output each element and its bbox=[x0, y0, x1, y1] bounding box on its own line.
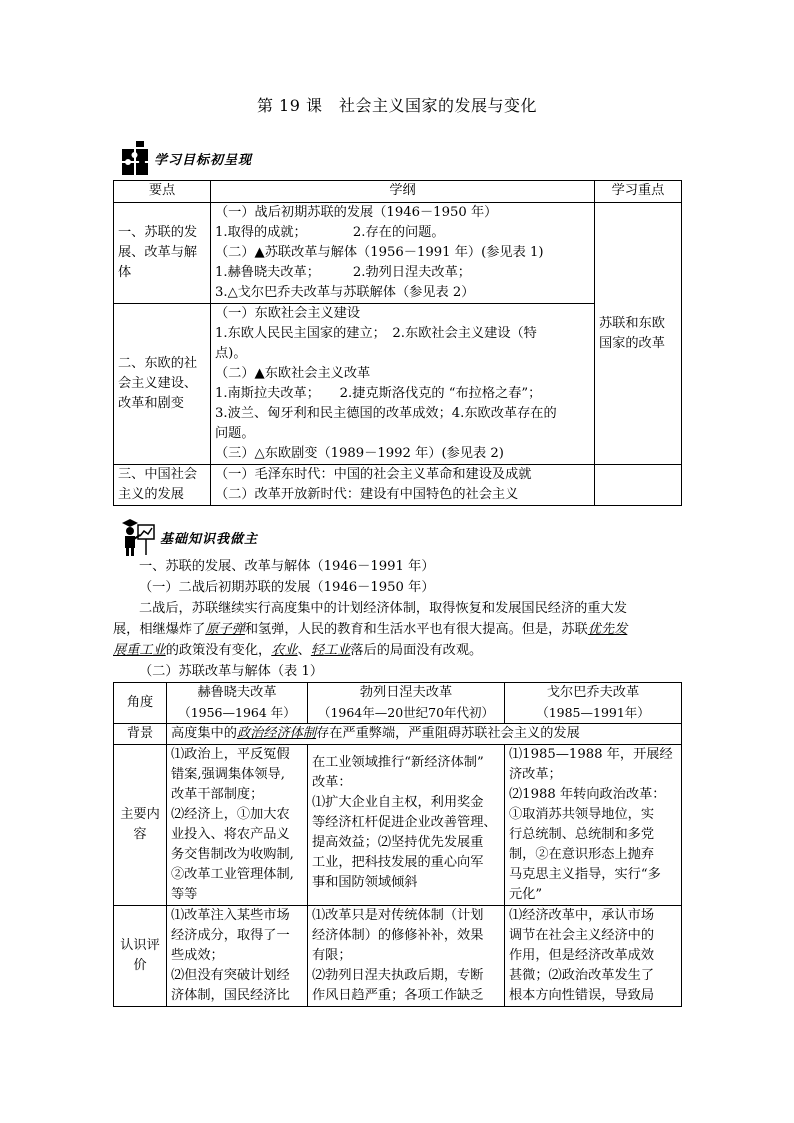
cell-line: 经济成分，取得了一 bbox=[171, 928, 290, 943]
cell-line: ⑴改革只是对传统体制（计划 bbox=[312, 908, 484, 923]
goals-table bbox=[113, 180, 682, 506]
table-header-row bbox=[114, 683, 682, 724]
outline-line: 1.取得的成就； 2.存在的问题。 bbox=[215, 225, 445, 240]
point-cell: 一、苏联的发展、改革与解体 bbox=[114, 203, 211, 304]
body-text bbox=[113, 556, 682, 682]
cell-line: 改革干部制度； bbox=[171, 787, 264, 802]
paragraph-text: 展，相继爆炸了 bbox=[113, 622, 206, 637]
col-name: 勃列日涅夫改革 bbox=[359, 685, 453, 700]
col-years: （1964年—20世纪70年代初） bbox=[317, 705, 495, 720]
cell-text: 高度集中的 bbox=[171, 726, 237, 741]
focus-cell: 苏联和东欧国家的改革 bbox=[595, 203, 682, 465]
outline-line: （二）▲东欧社会主义改革 bbox=[215, 366, 371, 381]
underlined-term: 原子弹 bbox=[205, 622, 245, 637]
angle-header: 角度 bbox=[114, 683, 167, 724]
cell-line: 错案,强调集体领导, bbox=[171, 767, 285, 782]
outline-line: 3.波兰、匈牙利和民主德国的改革成效；4.东欧改革存在的 bbox=[215, 406, 557, 421]
cell-line: 在工业领域推行“新经济体制” bbox=[312, 755, 484, 770]
cell-line: 等等 bbox=[171, 887, 198, 902]
paragraph-cont bbox=[113, 640, 682, 661]
table-row bbox=[114, 724, 682, 745]
empty-cell bbox=[595, 465, 682, 506]
paragraph-text: 和氢弹，人民的教育和生活水平也有很大提高。但是，苏联 bbox=[244, 622, 588, 637]
outline-line: 3.△戈尔巴乔夫改革与苏联解体（参见表 2） bbox=[215, 285, 475, 300]
point-cell: 三、中国社会主义的发展 bbox=[114, 465, 211, 506]
outline-line: （二）改革开放新时代：建设有中国特色的社会主义 bbox=[215, 487, 519, 502]
cell-line: ⑵1988 年转向政治改革： bbox=[509, 787, 666, 802]
cell-line: 业投入、将农产品义 bbox=[171, 827, 290, 842]
outline-cell bbox=[211, 465, 595, 506]
table-row bbox=[114, 203, 682, 304]
paragraph-text: 的政策没有变化， bbox=[165, 643, 272, 658]
underlined-term: 优先发 bbox=[587, 622, 628, 637]
content-cell bbox=[505, 745, 682, 906]
table-row bbox=[114, 745, 682, 906]
cell-text: 存在严重弊端，严重阻碍苏联社会主义的发展 bbox=[316, 726, 580, 741]
outline-line: （二）▲苏联改革与解体（1956－1991 年）(参见表 1) bbox=[215, 245, 544, 260]
underlined-term: 展重工业 bbox=[113, 643, 166, 658]
paragraph-text: 、 bbox=[297, 643, 311, 658]
table-header-row bbox=[114, 181, 682, 203]
outline-line: 1.赫鲁晓夫改革； 2.勃列日涅夫改革； bbox=[215, 265, 471, 280]
reform-table bbox=[113, 682, 682, 1007]
content-cell bbox=[167, 745, 308, 906]
section-label: 基础知识我做主 bbox=[160, 531, 259, 547]
header-cell: 学习重点 bbox=[595, 181, 682, 203]
header-cell: 学纲 bbox=[211, 181, 595, 203]
col-years: （1985—1991年） bbox=[536, 705, 650, 720]
background-cell bbox=[167, 724, 682, 745]
col-years: （1956—1964 年） bbox=[178, 705, 296, 720]
section-header-goals bbox=[120, 138, 252, 178]
cell-line: 经济体制）的修修补补，效果 bbox=[312, 928, 484, 943]
page-title: 第 19 课 社会主义国家的发展与变化 bbox=[256, 96, 538, 115]
content-cell bbox=[308, 745, 505, 906]
content-cell bbox=[167, 906, 308, 1007]
col-header bbox=[167, 683, 308, 724]
col-name: 赫鲁晓夫改革 bbox=[197, 685, 277, 700]
outline-line: 问题。 bbox=[215, 426, 255, 441]
outline-line: （一）战后初期苏联的发展（1946－1950 年） bbox=[215, 205, 498, 220]
point-cell: 二、东欧的社会主义建设、改革和剧变 bbox=[114, 304, 211, 465]
cell-line: 元化” bbox=[509, 887, 543, 902]
underlined-term: 农业 bbox=[271, 643, 298, 658]
paragraph-text: 落后的局面没有改观。 bbox=[350, 643, 483, 658]
cell-line: 事和国防领域倾斜 bbox=[312, 875, 418, 890]
cell-line: 等经济杠杆促进企业改善管理、 bbox=[312, 815, 497, 830]
col-header bbox=[505, 683, 682, 724]
cell-line: 调节在社会主义经济中的 bbox=[509, 928, 655, 943]
cell-line: 务交售制改为收购制, bbox=[171, 847, 294, 862]
outline-line: 1.东欧人民民主国家的建立； 2.东欧社会主义建设（特 bbox=[215, 326, 537, 341]
cell-line: 马克思主义指导，实行“多 bbox=[509, 867, 661, 882]
row-label: 背景 bbox=[114, 724, 167, 745]
cell-line: 改革： bbox=[312, 775, 352, 790]
paragraph-cont bbox=[113, 619, 682, 640]
outline-line: 点)。 bbox=[215, 346, 247, 361]
cell-line: ⑴政治上，平反冤假 bbox=[171, 747, 290, 762]
cell-line: ⑴经济改革中，承认市场 bbox=[509, 908, 655, 923]
cell-line: 些成效； bbox=[171, 948, 224, 963]
row-label: 认识评价 bbox=[114, 906, 167, 1007]
col-header bbox=[308, 683, 505, 724]
heading-3: （二）苏联改革与解体（表 1） bbox=[139, 664, 324, 679]
heading-2: （一）二战后初期苏联的发展（1946－1950 年） bbox=[139, 580, 435, 595]
cell-line: ①取消苏共领导地位，实 bbox=[509, 807, 655, 822]
cell-line: 甚微；⑵政治改革发生了 bbox=[509, 968, 655, 983]
cell-line: 提高效益；⑵坚持优先发展重 bbox=[312, 835, 484, 850]
heading-1: 一、苏联的发展、改革与解体（1946－1991 年） bbox=[139, 559, 435, 574]
header-cell: 要点 bbox=[114, 181, 211, 203]
table-row bbox=[114, 465, 682, 506]
cell-line: 行总统制、总统制和多党 bbox=[509, 827, 655, 842]
cell-line: ⑵勃列日涅夫执政后期，专断 bbox=[312, 968, 484, 983]
cell-line: 根本方向性错误，导致局 bbox=[509, 988, 655, 1003]
puzzle-icon bbox=[120, 141, 150, 175]
cell-line: 济改革； bbox=[509, 767, 562, 782]
cell-line: ⑵经济上，①加大农 bbox=[171, 807, 290, 822]
cell-line: ⑴1985—1988 年，开展经 bbox=[509, 747, 673, 762]
cell-line: ⑴扩大企业自主权，利用奖金 bbox=[312, 795, 484, 810]
cell-line: 作风日趋严重；各项工作缺乏 bbox=[312, 988, 484, 1003]
cell-line: ②改革工业管理体制, bbox=[171, 867, 294, 882]
row-label: 主要内容 bbox=[114, 745, 167, 906]
underlined-term: 政治经济体制 bbox=[236, 726, 317, 741]
outline-line: （一）毛泽东时代：中国的社会主义革命和建设及成就 bbox=[215, 467, 532, 482]
outline-cell bbox=[211, 203, 595, 304]
cell-line: 工业，把科技发展的重心向军 bbox=[312, 855, 484, 870]
section-label: 学习目标初呈现 bbox=[154, 152, 253, 168]
col-name: 戈尔巴乔夫改革 bbox=[546, 685, 640, 700]
outline-line: （一）东欧社会主义建设 bbox=[215, 306, 361, 321]
section-header-basics bbox=[120, 517, 258, 557]
outline-cell bbox=[211, 304, 595, 465]
cell-line: 制，②在意识形态上抛弃 bbox=[509, 847, 655, 862]
table-row bbox=[114, 906, 682, 1007]
paragraph bbox=[113, 598, 682, 619]
cell-line: ⑵但没有突破计划经 bbox=[171, 968, 290, 983]
cell-line: ⑴改革注入某些市场 bbox=[171, 908, 290, 923]
outline-line: （三）△东欧剧变（1989－1992 年）(参见表 2) bbox=[215, 446, 504, 461]
cell-line: 有限； bbox=[312, 948, 352, 963]
teacher-icon bbox=[120, 517, 156, 557]
cell-line: 作用，但是经济改革成效 bbox=[509, 948, 655, 963]
paragraph-text: 二战后，苏联继续实行高度集中的计划经济体制，取得恢复和发展国民经济的重大发 bbox=[139, 601, 627, 616]
cell-line: 济体制，国民经济比 bbox=[171, 988, 290, 1003]
outline-line: 1.南斯拉夫改革； 2.捷克斯洛伐克的 “布拉格之春”； bbox=[215, 386, 542, 401]
underlined-term: 轻工业 bbox=[310, 643, 351, 658]
content-cell bbox=[505, 906, 682, 1007]
content-cell bbox=[308, 906, 505, 1007]
